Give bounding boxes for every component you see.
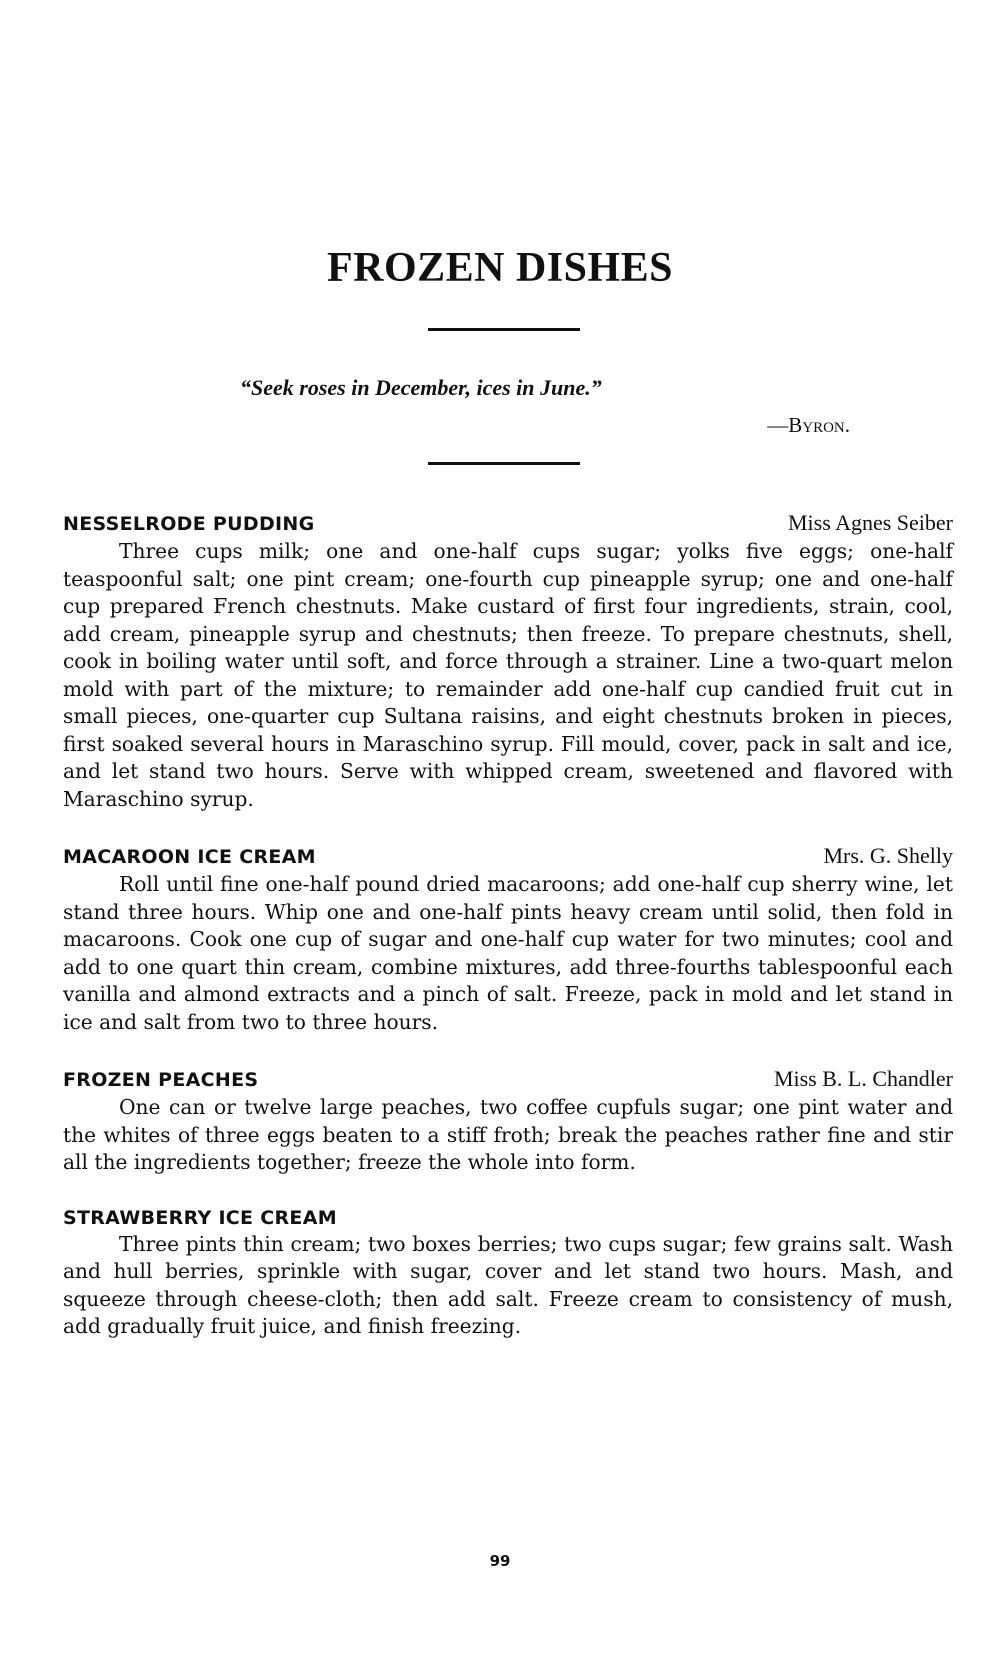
- epigraph-attribution: —Byron.: [767, 413, 850, 437]
- recipe-author: Mrs. G. Shelly: [823, 843, 953, 868]
- page-number: 99: [489, 1552, 511, 1570]
- recipe-body: Roll until fine one-half pound dried macaroons; add one-half cup sherry wine, let stand three hours. Whip one and one-half pints heavy cream until solid, then fold in macaroons. Cook one cup of sugar and one-half cup water for two minutes; cool and add to one quart thin cream, combine mixtures, add three-fourths tablespoonful each vanilla and almond extracts and a pinch of salt. Freeze, pack in mold and let stand in ice and salt from two to three hours.: [63, 872, 953, 1034]
- recipe-header: [63, 1207, 953, 1229]
- recipe-header: [63, 1066, 953, 1092]
- recipe-list: [63, 510, 953, 1371]
- recipe-title: NESSELRODE PUDDING: [63, 513, 315, 535]
- recipe-title: STRAWBERRY ICE CREAM: [63, 1206, 337, 1229]
- recipe-title: FROZEN PEACHES: [63, 1069, 259, 1091]
- title-rule-bottom: [428, 462, 580, 465]
- recipe-body: One can or twelve large peaches, two coffee cupfuls sugar; one pint water and the whites of three eggs beaten to a stiff froth; break the peaches rather fine and stir all the ingredients together; freeze the whole into form.: [63, 1095, 953, 1174]
- title-rule-top: [428, 328, 580, 331]
- recipe-macaroon-ice-cream: [63, 843, 953, 1036]
- recipe-body: Three cups milk; one and one-half cups sugar; yolks five eggs; one-half teaspoonful salt; one pint cream; one-fourth cup pineapple syrup; one and one-half cup prepared French chestnuts. Make custard of first four ingredients, strain, cool, add cream, pineapple syrup and chestnuts; then freeze. To prepare chestnuts, shell, cook in boiling water until soft, and force through a strainer. Line a two-quart melon mold with part of the mixture; to remainder add one-half cup candied fruit cut in small pieces, one-quarter cup Sultana raisins, and eight chestnuts broken in pieces, first soaked several hours in Maraschino syrup. Fill mould, cover, pack in salt and ice, and let stand two hours. Serve with whipped cream, sweetened and flavored with Maraschino syrup.: [63, 539, 953, 811]
- epigraph-quote: “Seek roses in December, ices in June.”: [240, 375, 602, 400]
- recipe-author: Miss B. L. Chandler: [773, 1066, 953, 1091]
- chapter-title: FROZEN DISHES: [326, 245, 674, 291]
- recipe-title: MACAROON ICE CREAM: [63, 846, 316, 868]
- recipe-header: [63, 843, 953, 869]
- recipe-strawberry-ice-cream: [63, 1207, 953, 1341]
- recipe-body: Three pints thin cream; two boxes berries; two cups sugar; few grains salt. Wash and hull berries, sprinkle with sugar, cover and let stand two hours. Mash, and squeeze through cheese-cloth; then add salt. Freeze cream to consistency of mush, add gradually fruit juice, and finish freezing.: [63, 1231, 953, 1338]
- recipe-author: Miss Agnes Seiber: [788, 510, 953, 535]
- recipe-nesselrode-pudding: [63, 510, 953, 813]
- recipe-frozen-peaches: [63, 1066, 953, 1177]
- recipe-header: [63, 510, 953, 536]
